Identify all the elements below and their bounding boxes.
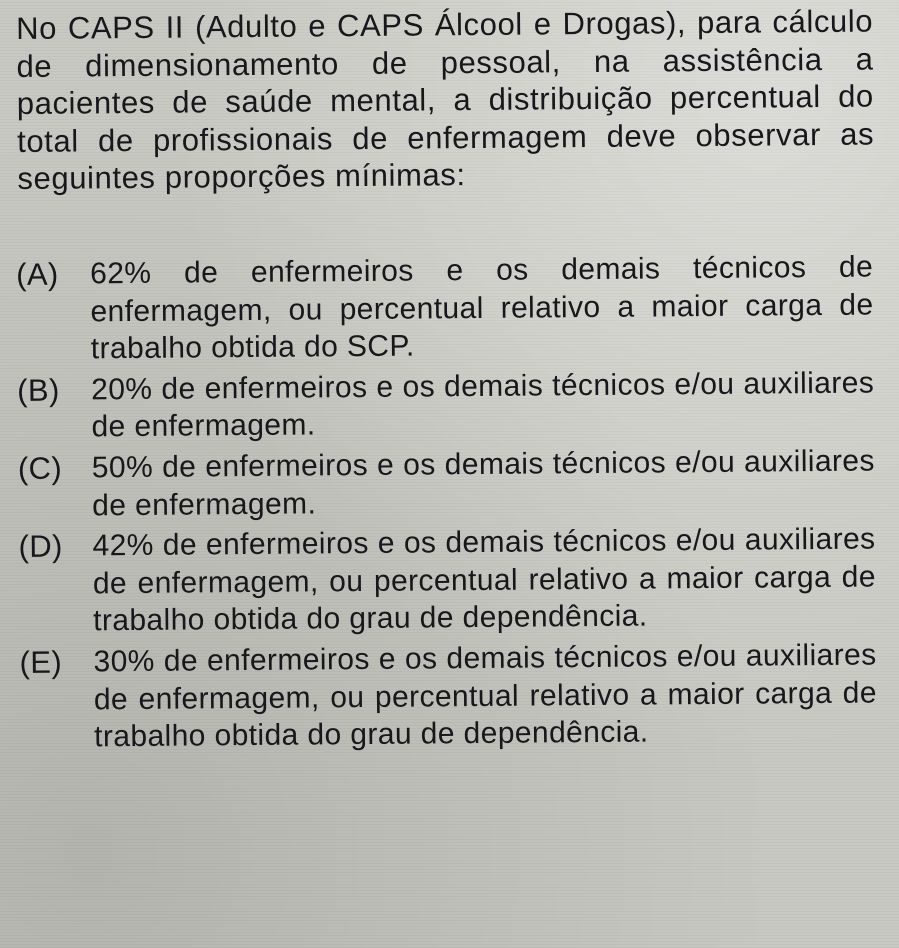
question-text: No CAPS II (Adulto e CAPS Álcool e Drogas), para cálculo de dimensionamento de pessoal, na assistência a pacientes de saúde mental, a distribuição percentual do total de profissionais de enfermagem deve observar as seguintes proporções mínimas:	[16, 3, 875, 197]
option-text: 50% de enfermeiros e os demais técnicos e/ou auxiliares de enfermagem.	[91, 444, 875, 522]
option-c[interactable]	[18, 442, 876, 525]
option-letter: (B)	[17, 372, 60, 408]
option-letter: (E)	[19, 644, 63, 680]
option-letter: (D)	[18, 528, 63, 565]
option-text: 30% de enfermeiros e os demais técnicos e/ou auxiliares de enfermagem, ou percentual relativo a maior carga de trabalho obtida do grau de dependência.	[93, 638, 877, 754]
option-text: 20% de enfermeiros e os demais técnicos e/ou auxiliares de enfermagem.	[91, 366, 875, 444]
option-letter: (A)	[16, 256, 59, 292]
option-text: 42% de enfermeiros e os demais técnicos e/ou auxiliares de enfermagem, ou percentual relativo a maior carga de trabalho obtida do grau de dependência.	[92, 522, 876, 638]
option-b[interactable]	[17, 364, 875, 447]
option-text: 62% de enfermeiros e os demais técnicos de enfermagem, ou percentual relativo a maior carga de trabalho obtida do SCP.	[90, 250, 874, 366]
option-e[interactable]	[19, 636, 877, 756]
option-letter: (C)	[17, 450, 63, 486]
option-d[interactable]	[18, 521, 876, 641]
answer-options	[16, 248, 877, 756]
option-a[interactable]	[16, 248, 874, 368]
